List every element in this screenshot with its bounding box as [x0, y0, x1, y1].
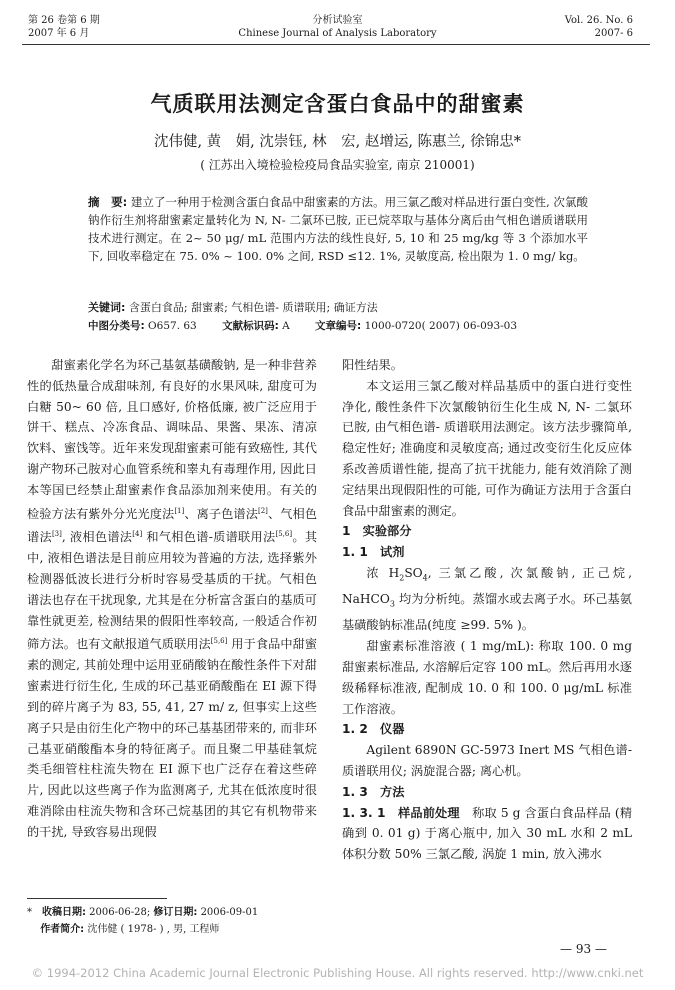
journal-name-cn: 分析试验室 [312, 15, 363, 26]
copyright-watermark: © 1994-2012 China Academic Journal Electronic Publishing House. All rights reserved. http://www.cnki.net [31, 966, 644, 980]
body-left-column [27, 355, 317, 843]
reagents-paragraph: 浓 $H_2SO_4$, 三氯乙酸, 次氯酸钠, 正己烷, NaHCO$_3$ 均为分析纯。蒸馏水或去离子水。环己基氨基磺酸钠标准品(纯度 ≥99. 5% )。 [342, 565, 632, 633]
journal-volume [565, 14, 633, 40]
subsection-heading: 1. 2 仪器 [342, 722, 405, 737]
footnote-dates: * 收稿日期: 2006-06-28; 修订日期: 2006-09-01 [27, 907, 259, 918]
affiliation: ( 江苏出入境检验检疫局食品实验室, 南京 210001) [200, 158, 475, 172]
paragraph-continuation: 阳性结果。 [342, 358, 403, 372]
paper-title: 气质联用法测定含蛋白食品中的甜蜜素 [150, 92, 525, 116]
standard-solution-paragraph: 甜蜜素标准溶液 ( 1 mg/mL): 称取 100. 0 mg 甜蜜素标准品, 水溶解后定容 100 mL。然后再用水逐级稀释标准液, 配制成 10. 0 和 100. 0 μg/mL 标准工作溶液。 [342, 639, 632, 716]
keywords-label: 关键词: [88, 301, 126, 314]
subsection-heading: 1. 3 方法 [342, 784, 405, 799]
sample-prep-paragraph: 1. 3. 1 样品前处理 称取 5 g 含蛋白食品样品 (精确到 0. 01 g) 于离心瓶中, 加入 30 mL 水和 2 mL 体积分数 50% 三氯乙酸, 涡旋 1 min, 放入沸水 [342, 805, 633, 862]
date-en: 2007- 6 [594, 28, 633, 39]
instrument-paragraph: Agilent 6890N GC-5973 Inert MS 气相色谱- 质谱联用仪; 涡旋混合器; 离心机。 [342, 743, 632, 779]
method-overview-paragraph: 本文运用三氯乙酸对样品基质中的蛋白进行变性净化, 酸性条件下次氯酸钠衍生化生成 N, N- 二氯环已胺, 由气相色谱- 质谱联用法测定。该方法步骤简单, 稳定性好; 准确度和灵敏度高; 通过改变衍生化反应体系改善质谱性能, 提高了抗干扰能力, 能有效消除了测定结果出现假阳性的可能, 可作为确证方法用于含蛋白食品中甜蜜素的测定。 [342, 378, 632, 518]
page-number: — 93 — [560, 942, 607, 956]
citation[interactable]: [5,6] [210, 637, 228, 646]
doc-code-label: 文献标识码: [222, 320, 279, 332]
article-no-label: 文章编号: [315, 320, 362, 332]
classification-line [88, 317, 588, 335]
section-heading: 1 实验部分 [342, 524, 412, 539]
intro-paragraph: 甜蜜素化学名为环己基氨基磺酸钠, 是一种非营养性的低热量合成甜味剂, 有良好的水果风味, 甜度可为白糖 50~ 60 倍, 且口感好, 价格低廉, 被广泛应用于饼干、糕点、冷冻食品、调味品、果酱、果冻、清凉饮料、蜜饯等。近年来发现甜蜜素可能有致癌性, 其代谢产物环己胺对心血管系统和睾丸有毒理作用, 因此日本等国已经禁止甜蜜素作食品添加剂来使用。有关的检验方法有紫外分光光度法[1]、离子色谱法[2]、气相色谱法[3], 液相色谱法[4] 和气相色谱-质谱联用法[5,6]。其中, 液相色谱法是目前应用较为普遍的方法, 选择紫外检测器低波长进行分析时容易受基质的干扰。气相色谱法也存在干扰现象, 尤其是在分析富含蛋白的基质可靠性就更差, 检测结果的假阳性率较高, 一般适合作初筛方法。也有文献报道气质联用法[5,6] 用于食品中甜蜜素的测定, 其前处理中运用亚硝酸钠在酸性条件下对甜蜜素进行衍生化, 生成的环己基亚硝酸酯在 EI 源下得到的碎片离子为 83, 55, 41, 27 m/ z, 但事实上这些离子只是由衍生化产物中的环己基基团带来的, 而非环己基亚硝酸酯本身的特征离子。而且聚二甲基硅氧烷类毛细管柱柱流失物在 EI 源下也广泛存在着这些碎片, 因此以这些离子作为监测离子, 尤其在低浓度时很难消除由柱流失物和含环己烷基团的其它有机物带来的干扰, 导致容易出现假 [27, 358, 318, 839]
keywords-text: 含蛋白食品; 甜蜜素; 气相色谱- 质谱联用; 确证方法 [125, 301, 378, 314]
doc-code-value: A [278, 320, 290, 332]
cls-value: O657. 63 [144, 320, 197, 332]
citation[interactable]: [3] [51, 530, 62, 539]
abstract [88, 193, 588, 265]
author-list: 沈伟健, 黄 娟, 沈崇钰, 林 宏, 赵增运, 陈惠兰, 徐锦忠* [153, 134, 522, 150]
body-right-column [342, 355, 632, 865]
citation[interactable]: [1] [174, 506, 185, 515]
subsubsection-heading: 1. 3. 1 样品前处理 [342, 805, 460, 820]
issue-date: 2007 年 6 月 [28, 28, 90, 39]
cls-label: 中图分类号: [88, 320, 145, 332]
article-no-value: 1000-0720( 2007) 06-093-03 [361, 320, 518, 332]
abstract-text: 建立了一种用于检测含蛋白食品中甜蜜素的方法。用三氯乙酸对样品进行蛋白变性, 次氯酸钠作衍生剂将甜蜜素定量转化为 N, N- 二氯环已胺, 正已烷萃取与基体分离后由气相色谱质谱联用技术进行测定。在 2~ 50 μg/ mL 范围内方法的线性良好, 5, 10 和 25 mg/kg 等 3 个添加水平下, 回收率稳定在 75. 0% ~ 100. 0% 之间, RSD ≤12. 1%, 灵敏度高, 检出限为 1. 0 mg/ kg。 [88, 195, 588, 263]
citation[interactable]: [4] [132, 530, 143, 539]
citation[interactable]: [2] [257, 506, 268, 515]
footnote-rule [27, 898, 167, 899]
subsection-heading: 1. 1 试剂 [342, 545, 405, 560]
keywords [88, 299, 588, 317]
header-rule [22, 44, 650, 45]
abstract-label: 摘 要: [88, 195, 128, 209]
issue-volume: 第 26 卷第 6 期 [28, 15, 100, 26]
volume-en: Vol. 26. No. 6 [564, 15, 633, 26]
journal-name-en: Chinese Journal of Analysis Laboratory [238, 28, 437, 39]
citation[interactable]: [5,6] [275, 530, 293, 539]
footnote-author-bio: 作者简介: 沈伟健 ( 1978- ) , 男, 工程师 [40, 924, 220, 935]
